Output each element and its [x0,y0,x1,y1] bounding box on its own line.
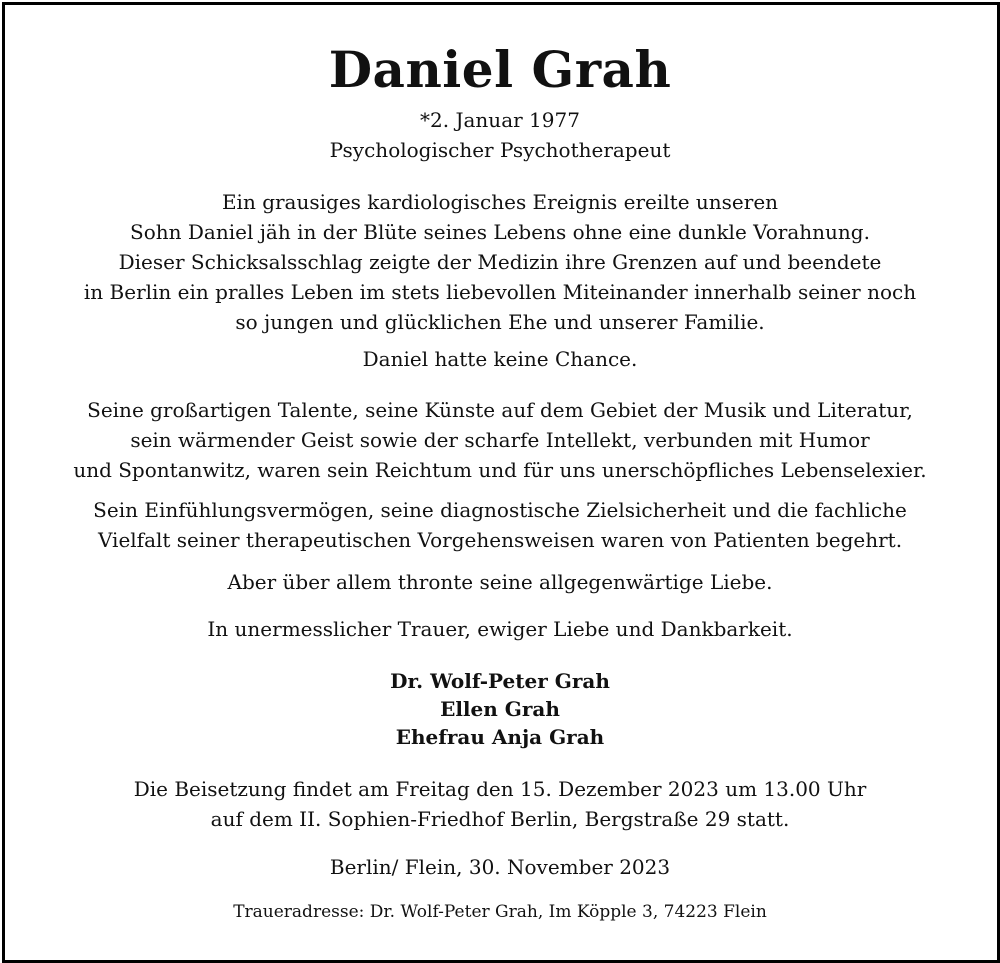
profession: Psychologischer Psychotherapeut [329,138,671,162]
funeral-line: auf dem II. Sophien-Friedhof Berlin, Bergstraße 29 statt. [210,807,790,831]
funeral-line: Die Beisetzung findet am Freitag den 15. Dezember 2023 um 13.00 Uhr [133,777,867,801]
mourning-address: Traueradresse: Dr. Wolf-Peter Grah, Im Köpple 3, 74223 Flein [233,902,767,922]
paragraph-1-line: Ein grausiges kardiologisches Ereignis ereilte unseren [221,190,779,214]
paragraph-1-line: so jungen und glücklichen Ehe und unserer Familie. [235,310,765,334]
no-chance-line: Daniel hatte keine Chance. [362,347,638,371]
paragraph-1-line: Dieser Schicksalsschlag zeigte der Medizin ihre Grenzen auf und beendete [118,250,882,274]
paragraph-3-line: Sein Einfühlungsvermögen, seine diagnostische Zielsicherheit und die fachliche [93,498,907,522]
paragraph-1-line: Sohn Daniel jäh in der Blüte seines Lebens ohne eine dunkle Vorahnung. [130,220,870,244]
mourner-name: Ehefrau Anja Grah [395,725,605,749]
place-date: Berlin/ Flein, 30. November 2023 [329,855,671,879]
mourning-line: In unermesslicher Trauer, ewiger Liebe und Dankbarkeit. [207,617,793,641]
mourner-name: Dr. Wolf-Peter Grah [390,669,610,693]
love-line: Aber über allem thronte seine allgegenwärtige Liebe. [227,570,773,594]
birth-date: *2. Januar 1977 [420,108,580,132]
deceased-name: Daniel Grah [328,40,672,99]
paragraph-2-line: sein wärmender Geist sowie der scharfe Intellekt, verbunden mit Humor [130,428,870,452]
paragraph-2-line: Seine großartigen Talente, seine Künste auf dem Gebiet der Musik und Literatur, [87,398,913,422]
paragraph-2-line: und Spontanwitz, waren sein Reichtum und für uns unerschöpfliches Lebenselexier. [73,458,927,482]
paragraph-1-line: in Berlin ein pralles Leben im stets liebevollen Miteinander innerhalb seiner noch [83,280,917,304]
paragraph-3-line: Vielfalt seiner therapeutischen Vorgehensweisen waren von Patienten begehrt. [97,528,903,552]
mourner-name: Ellen Grah [440,697,560,721]
